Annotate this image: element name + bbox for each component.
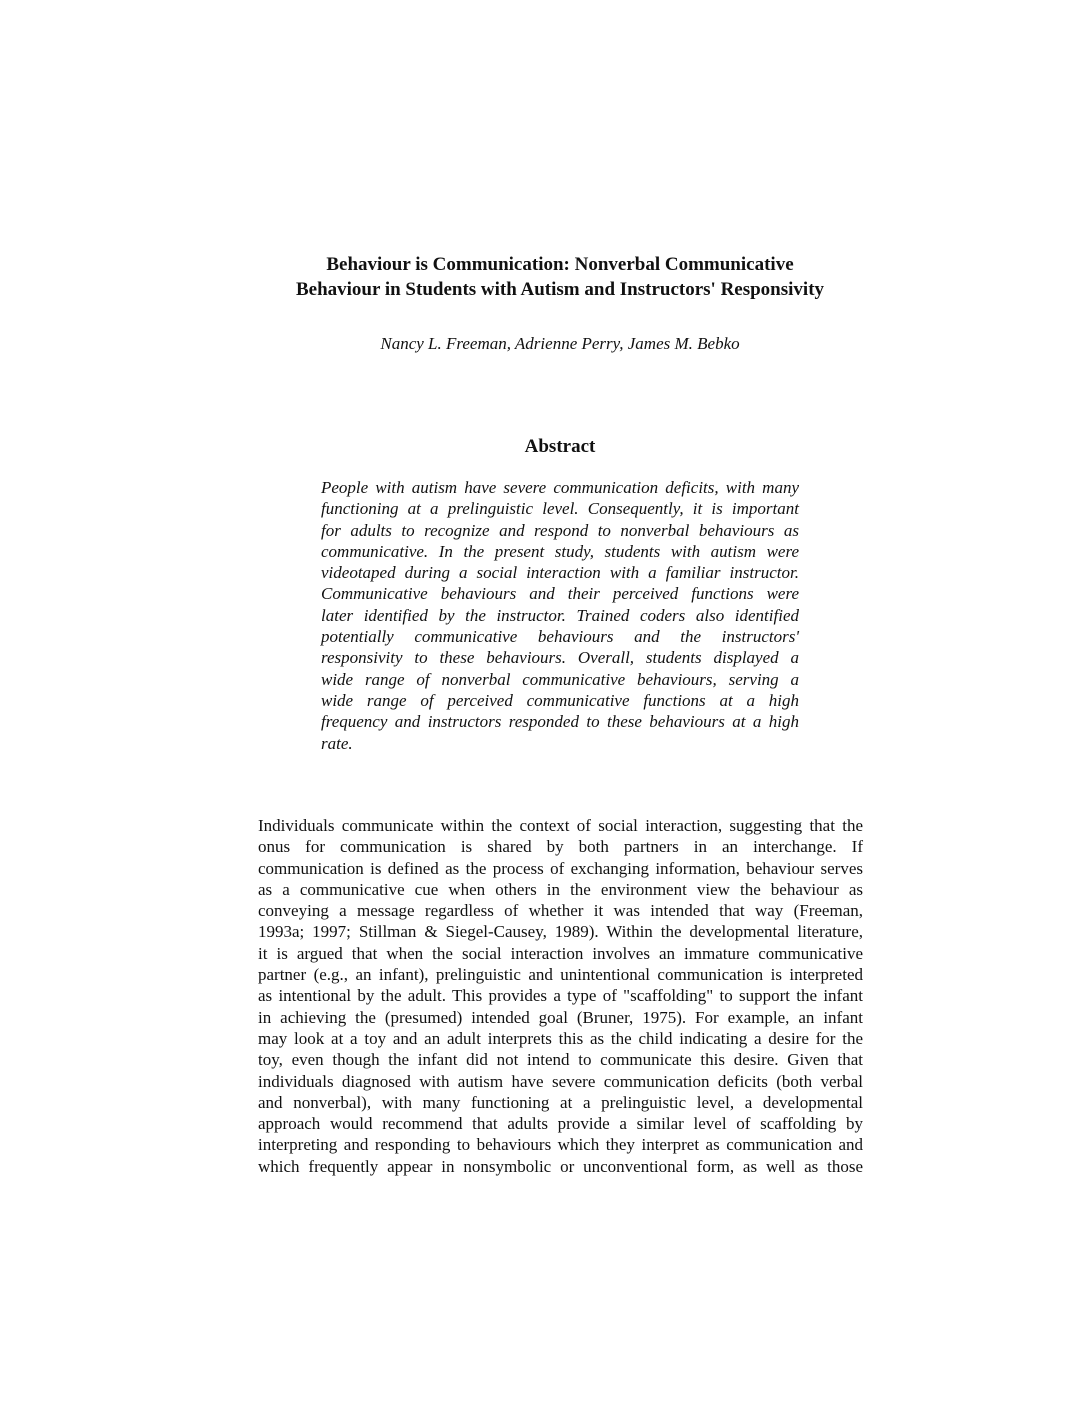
body-line: Individuals communicate within the context of social interaction, suggesting that the bbox=[258, 816, 863, 835]
body-line: communication is defined as the process of exchanging information, behaviour serves bbox=[258, 858, 863, 878]
abstract-line: later identified by the instructor. Trained coders also identified bbox=[321, 605, 799, 625]
abstract-line: People with autism have severe communication deficits, with many bbox=[321, 478, 799, 497]
abstract-line: frequency and instructors responded to these behaviours at a high bbox=[321, 712, 799, 732]
body-line: conveying a message regardless of whether it was intended that way (Freeman, bbox=[258, 901, 863, 921]
abstract-line: rate. bbox=[321, 733, 353, 753]
abstract-line: wide range of nonverbal communicative behaviours, serving a bbox=[321, 669, 799, 689]
body-paragraph bbox=[258, 815, 863, 1177]
abstract-line: functioning at a prelinguistic level. Consequently, it is important bbox=[321, 499, 799, 519]
body-line: as intentional by the adult. This provides a type of "scaffolding" to support the infant bbox=[258, 986, 863, 1006]
body-line: it is argued that when the social interaction involves an immature communicative bbox=[258, 943, 863, 963]
author-list: Nancy L. Freeman, Adrienne Perry, James M. Bebko bbox=[380, 334, 740, 353]
body-line: interpreting and responding to behaviours which they interpret as communication and bbox=[258, 1135, 863, 1155]
body-line: which frequently appear in nonsymbolic or unconventional form, as well as those bbox=[258, 1156, 863, 1176]
abstract-body bbox=[321, 477, 799, 754]
abstract-line: potentially communicative behaviours and the instructors' bbox=[321, 627, 799, 647]
body-line: as a communicative cue when others in the environment view the behaviour as bbox=[258, 879, 863, 899]
abstract-line: for adults to recognize and respond to nonverbal behaviours as bbox=[321, 520, 799, 540]
body-line: partner (e.g., an infant), prelinguistic and unintentional communication is interpreted bbox=[258, 965, 863, 985]
title-line: Behaviour in Students with Autism and Instructors' Responsivity bbox=[295, 279, 825, 300]
abstract-heading: Abstract bbox=[524, 436, 596, 457]
body-line: onus for communication is shared by both partners in an interchange. If bbox=[258, 837, 863, 857]
paper-title bbox=[250, 252, 870, 302]
abstract-line: videotaped during a social interaction with a familiar instructor. bbox=[321, 563, 799, 583]
abstract-line: communicative. In the present study, students with autism were bbox=[321, 541, 799, 561]
title-line: Behaviour is Communication: Nonverbal Communicative bbox=[326, 254, 794, 275]
body-line: approach would recommend that adults provide a similar level of scaffolding by bbox=[258, 1114, 863, 1134]
body-line: and nonverbal), with many functioning at a prelinguistic level, a developmental bbox=[258, 1092, 863, 1112]
body-line: may look at a toy and an adult interprets this as the child indicating a desire for the bbox=[258, 1028, 863, 1048]
body-line: toy, even though the infant did not intend to communicate this desire. Given that bbox=[258, 1050, 863, 1070]
abstract-line: wide range of perceived communicative functions at a high bbox=[321, 690, 799, 710]
abstract-line: responsivity to these behaviours. Overall, students displayed a bbox=[321, 648, 799, 668]
body-line: individuals diagnosed with autism have severe communication deficits (both verbal bbox=[258, 1071, 863, 1091]
abstract-line: Communicative behaviours and their perceived functions were bbox=[321, 584, 799, 604]
body-line: in achieving the (presumed) intended goal (Bruner, 1975). For example, an infant bbox=[258, 1007, 863, 1027]
body-line: 1993a; 1997; Stillman & Siegel-Causey, 1989). Within the developmental literature, bbox=[258, 922, 863, 942]
